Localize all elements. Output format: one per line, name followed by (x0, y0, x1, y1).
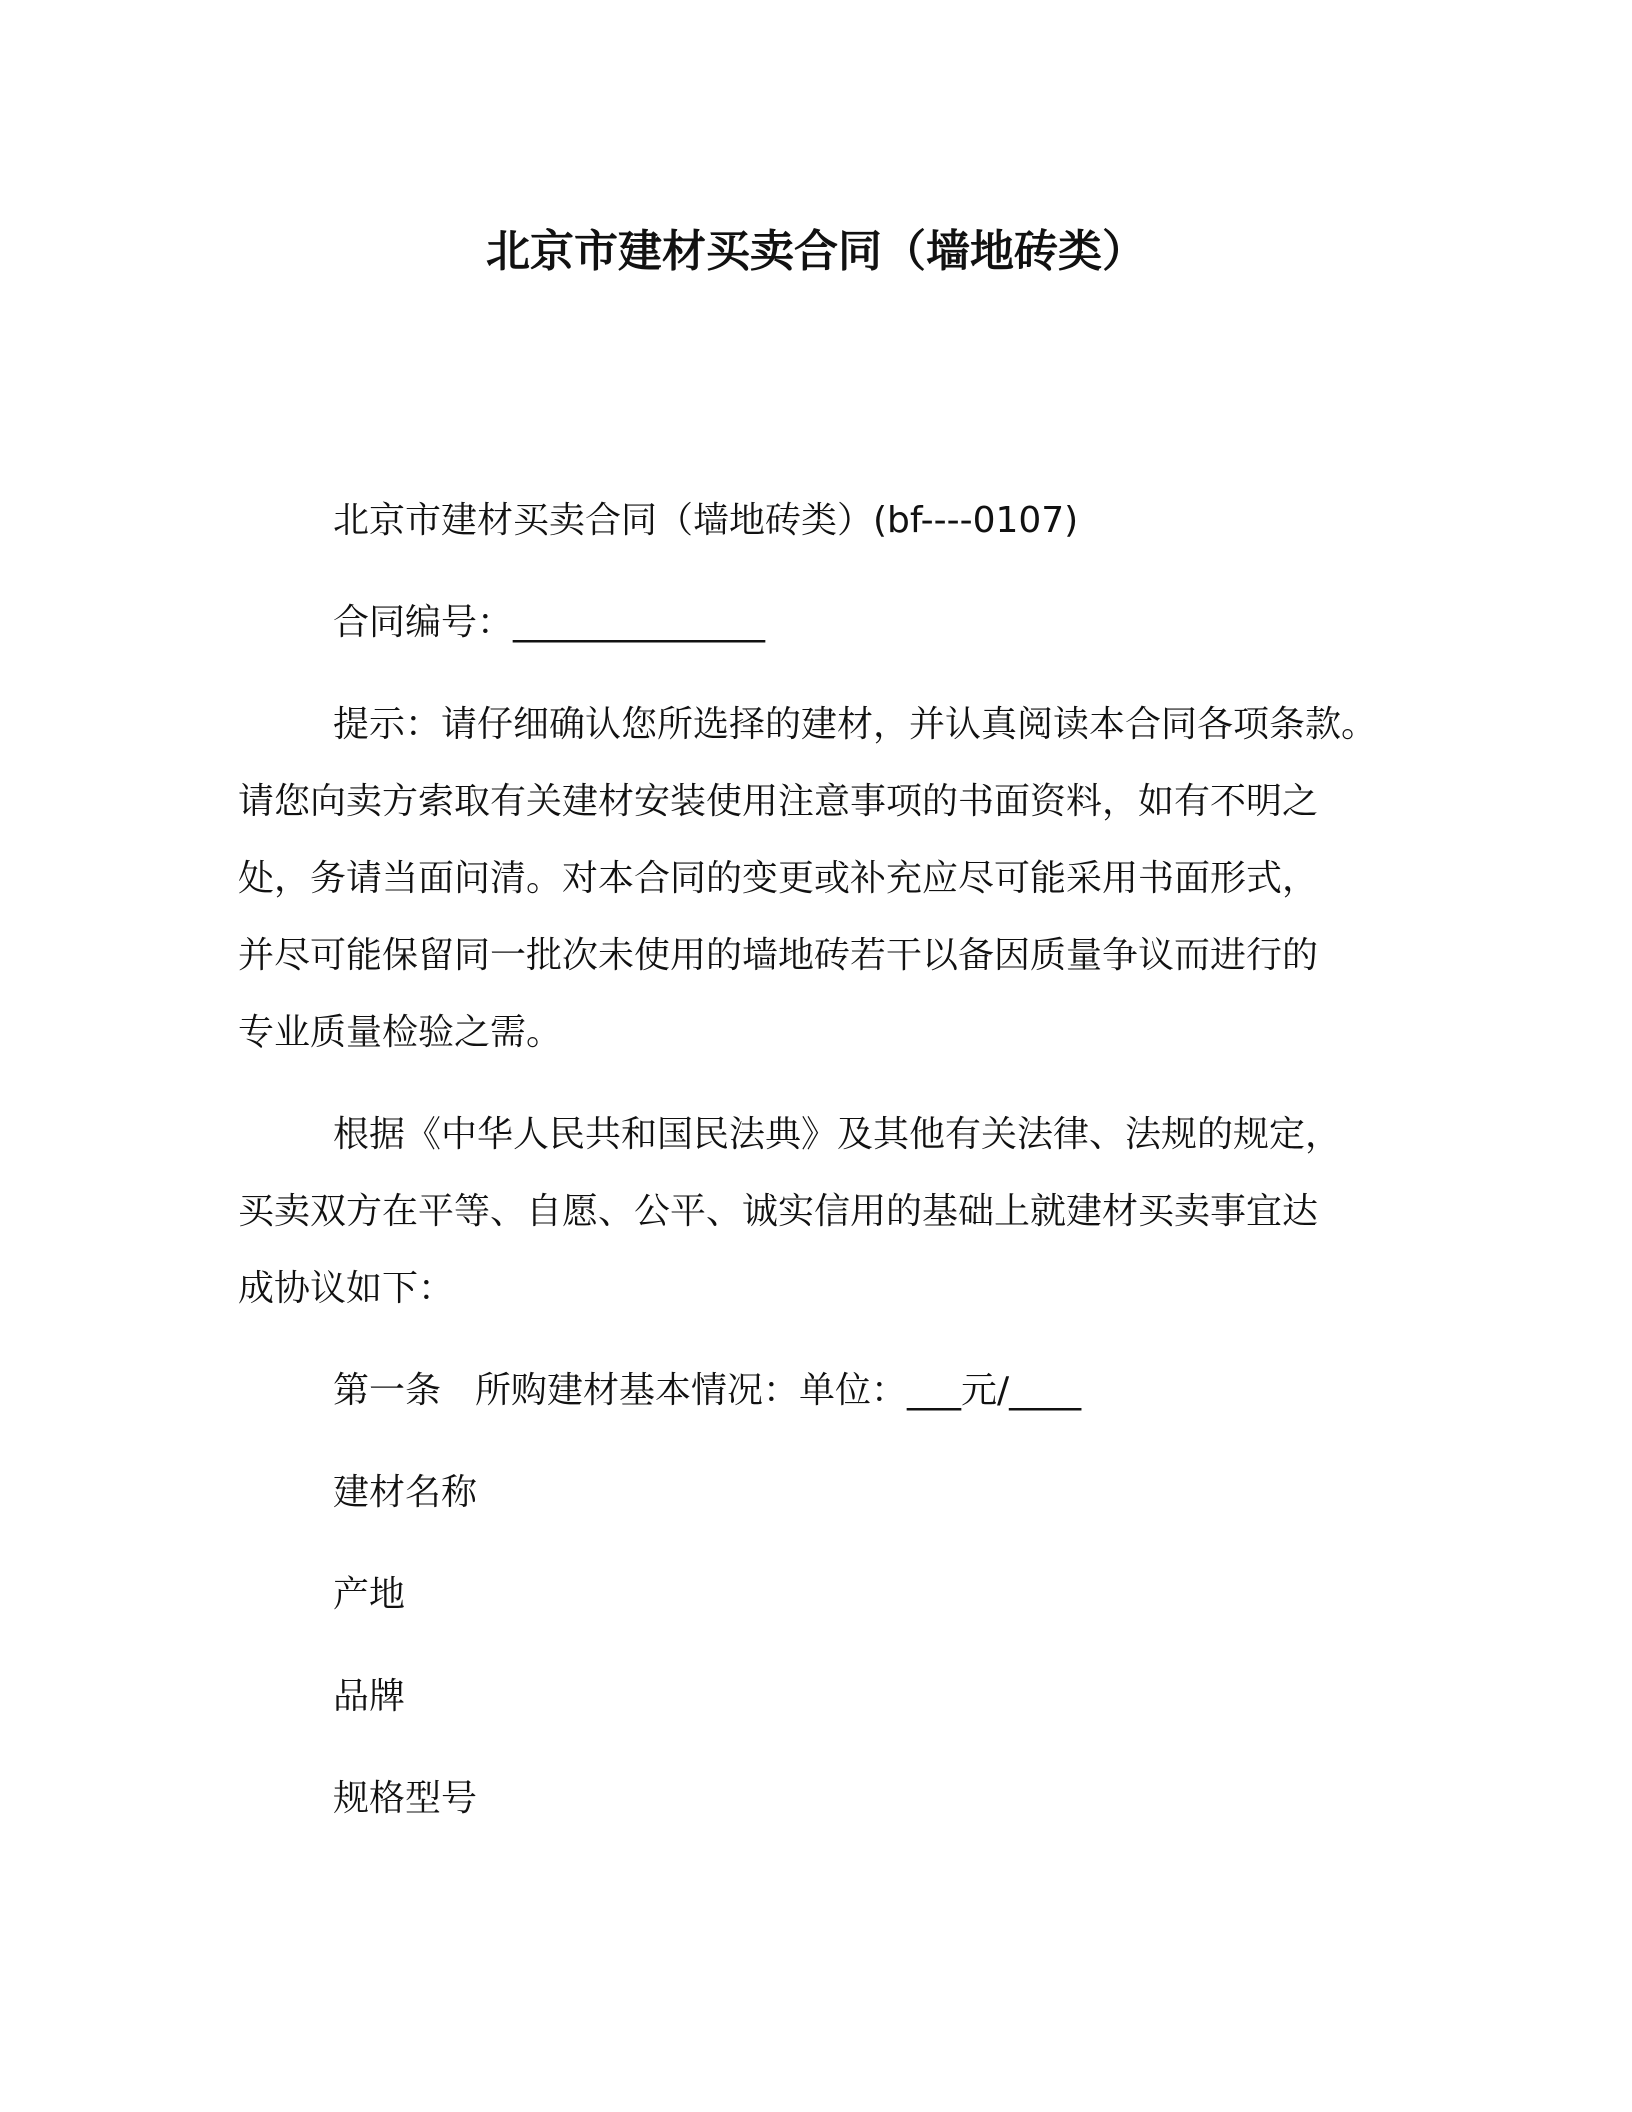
basis-line-3: 成协议如下： (238, 1268, 455, 1309)
document-subtitle: 北京市建材买卖合同（墙地砖类）(bf----0107) (333, 500, 1079, 541)
contract-number-blank: ______________ (513, 602, 766, 643)
field-spec-model: 规格型号 (333, 1778, 478, 1819)
notice-line-4: 并尽可能保留同一批次未使用的墙地砖若干以备因质量争议而进行的 (238, 935, 1319, 976)
field-brand: 品牌 (333, 1676, 406, 1717)
notice-line-5: 专业质量检验之需。 (238, 1012, 563, 1053)
basis-line-1: 根据《中华人民共和国民法典》及其他有关法律、法规的规定， (333, 1114, 1342, 1155)
field-origin: 产地 (333, 1574, 406, 1615)
article-1-text: 所购建材基本情况：单位：___元/____ (475, 1370, 1082, 1411)
document-title: 北京市建材买卖合同（墙地砖类） (486, 226, 1146, 277)
basis-line-2: 买卖双方在平等、自愿、公平、诚实信用的基础上就建材买卖事宜达 (238, 1191, 1319, 1232)
contract-number-line (333, 598, 765, 648)
field-material-name: 建材名称 (333, 1472, 478, 1513)
article-1 (333, 1366, 1081, 1416)
article-1-label: 第一条 (333, 1370, 442, 1411)
notice-line-3: 处，务请当面问清。对本合同的变更或补充应尽可能采用书面形式， (238, 858, 1319, 899)
contract-number-label: 合同编号： (333, 602, 514, 643)
notice-line-2: 请您向卖方索取有关建材安装使用注意事项的书面资料，如有不明之 (238, 781, 1319, 822)
notice-line-1: 提示：请仔细确认您所选择的建材，并认真阅读本合同各项条款。 (333, 704, 1378, 745)
